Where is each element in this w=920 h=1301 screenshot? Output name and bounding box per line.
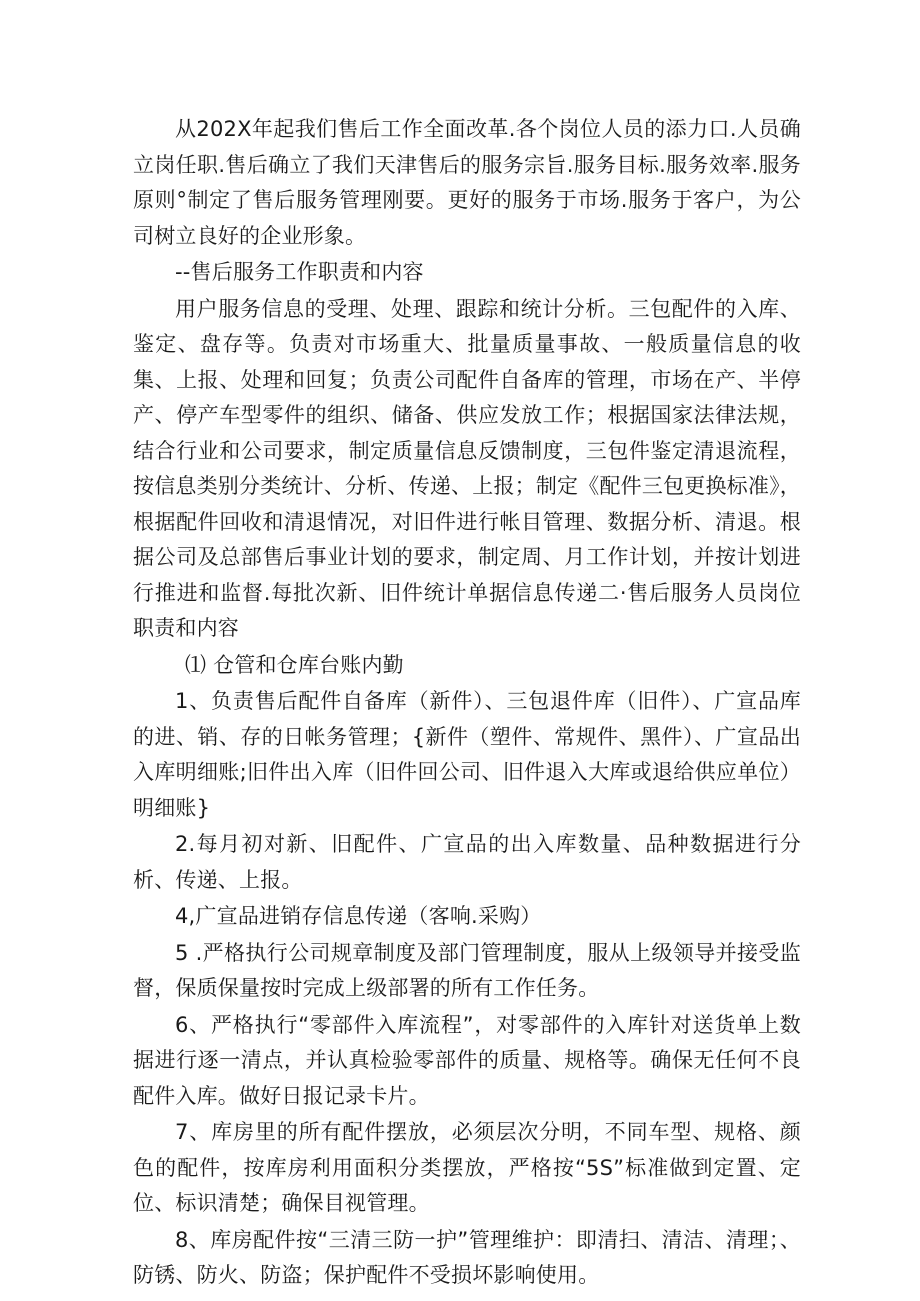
document-body [133,112,801,1294]
list-item-2: 2.每月初对新、旧配件、广宣品的出入库数量、品种数据进行分析、传递、上报。 [133,832,801,892]
section-heading-duties: --售后服务工作职责和内容 [175,260,424,284]
list-item-4: 4,广宣品进销存信息传递（客响.采购） [175,904,542,928]
list-item-8: 8、库房配件按“三清三防一护”管理维护：即清扫、清洁、清理；、防锈、防火、防盗；保护配件不受损坏影响使用。 [133,1227,801,1287]
list-item-5: 5 .严格执行公司规章制度及部门管理制度，服从上级领导并接受监督，保质保量按时完成上级部署的所有工作任务。 [133,940,801,1000]
subsection-heading-warehouse: ⑴ 仓管和仓库台账内勤 [185,652,404,677]
list-item-1: 1、负责售后配件自备库（新件）、三包退件库（旧件）、广宣品库的进、销、存的日帐务管理；{新件（塑件、常规件、黑件）、广宣品出入库明细账;旧件出入库（旧件回公司、旧件退入大库或退给供应单位）明细账} [133,689,801,820]
paragraph-intro: 从202X年起我们售后工作全面改革.各个岗位人员的添力口.人员确立岗任职.售后确立了我们天津售后的服务宗旨.服务目标.服务效率.服务原则°制定了售后服务管理刚要。更好的服务于市场.服务于客户，为公司树立良好的企业形象。 [133,117,801,248]
list-item-7: 7、库房里的所有配件摆放，必须层次分明，不同车型、规格、颜色的配件，按库房利用面积分类摆放，严格按“5S”标准做到定置、定位、标识清楚；确保目视管理。 [133,1120,801,1215]
list-item-6: 6、严格执行“零部件入库流程”，对零部件的入库针对送货单上数据进行逐一清点，并认真检验零部件的质量、规格等。确保无任何不良配件入库。做好日报记录卡片。 [133,1012,801,1108]
paragraph-duties: 用户服务信息的受理、处理、跟踪和统计分析。三包配件的入库、鉴定、盘存等。负责对市场重大、批量质量事故、一般质量信息的收集、上报、处理和回复；负责公司配件自备库的管理，市场在产、半停产、停产车型零件的组织、储备、供应发放工作；根据国家法律法规，结合行业和公司要求，制定质量信息反馈制度，三包件鉴定清退流程，按信息类别分类统计、分析、传递、上报；制定《配件三包更换标准》，根据配件回收和清退情况，对旧件进行帐目管理、数据分析、清退。根据公司及总部售后事业计划的要求，制定周、月工作计划，并按计划进行推进和监督.每批次新、旧件统计单据信息传递二·售后服务人员岗位职责和内容 [133,296,801,640]
